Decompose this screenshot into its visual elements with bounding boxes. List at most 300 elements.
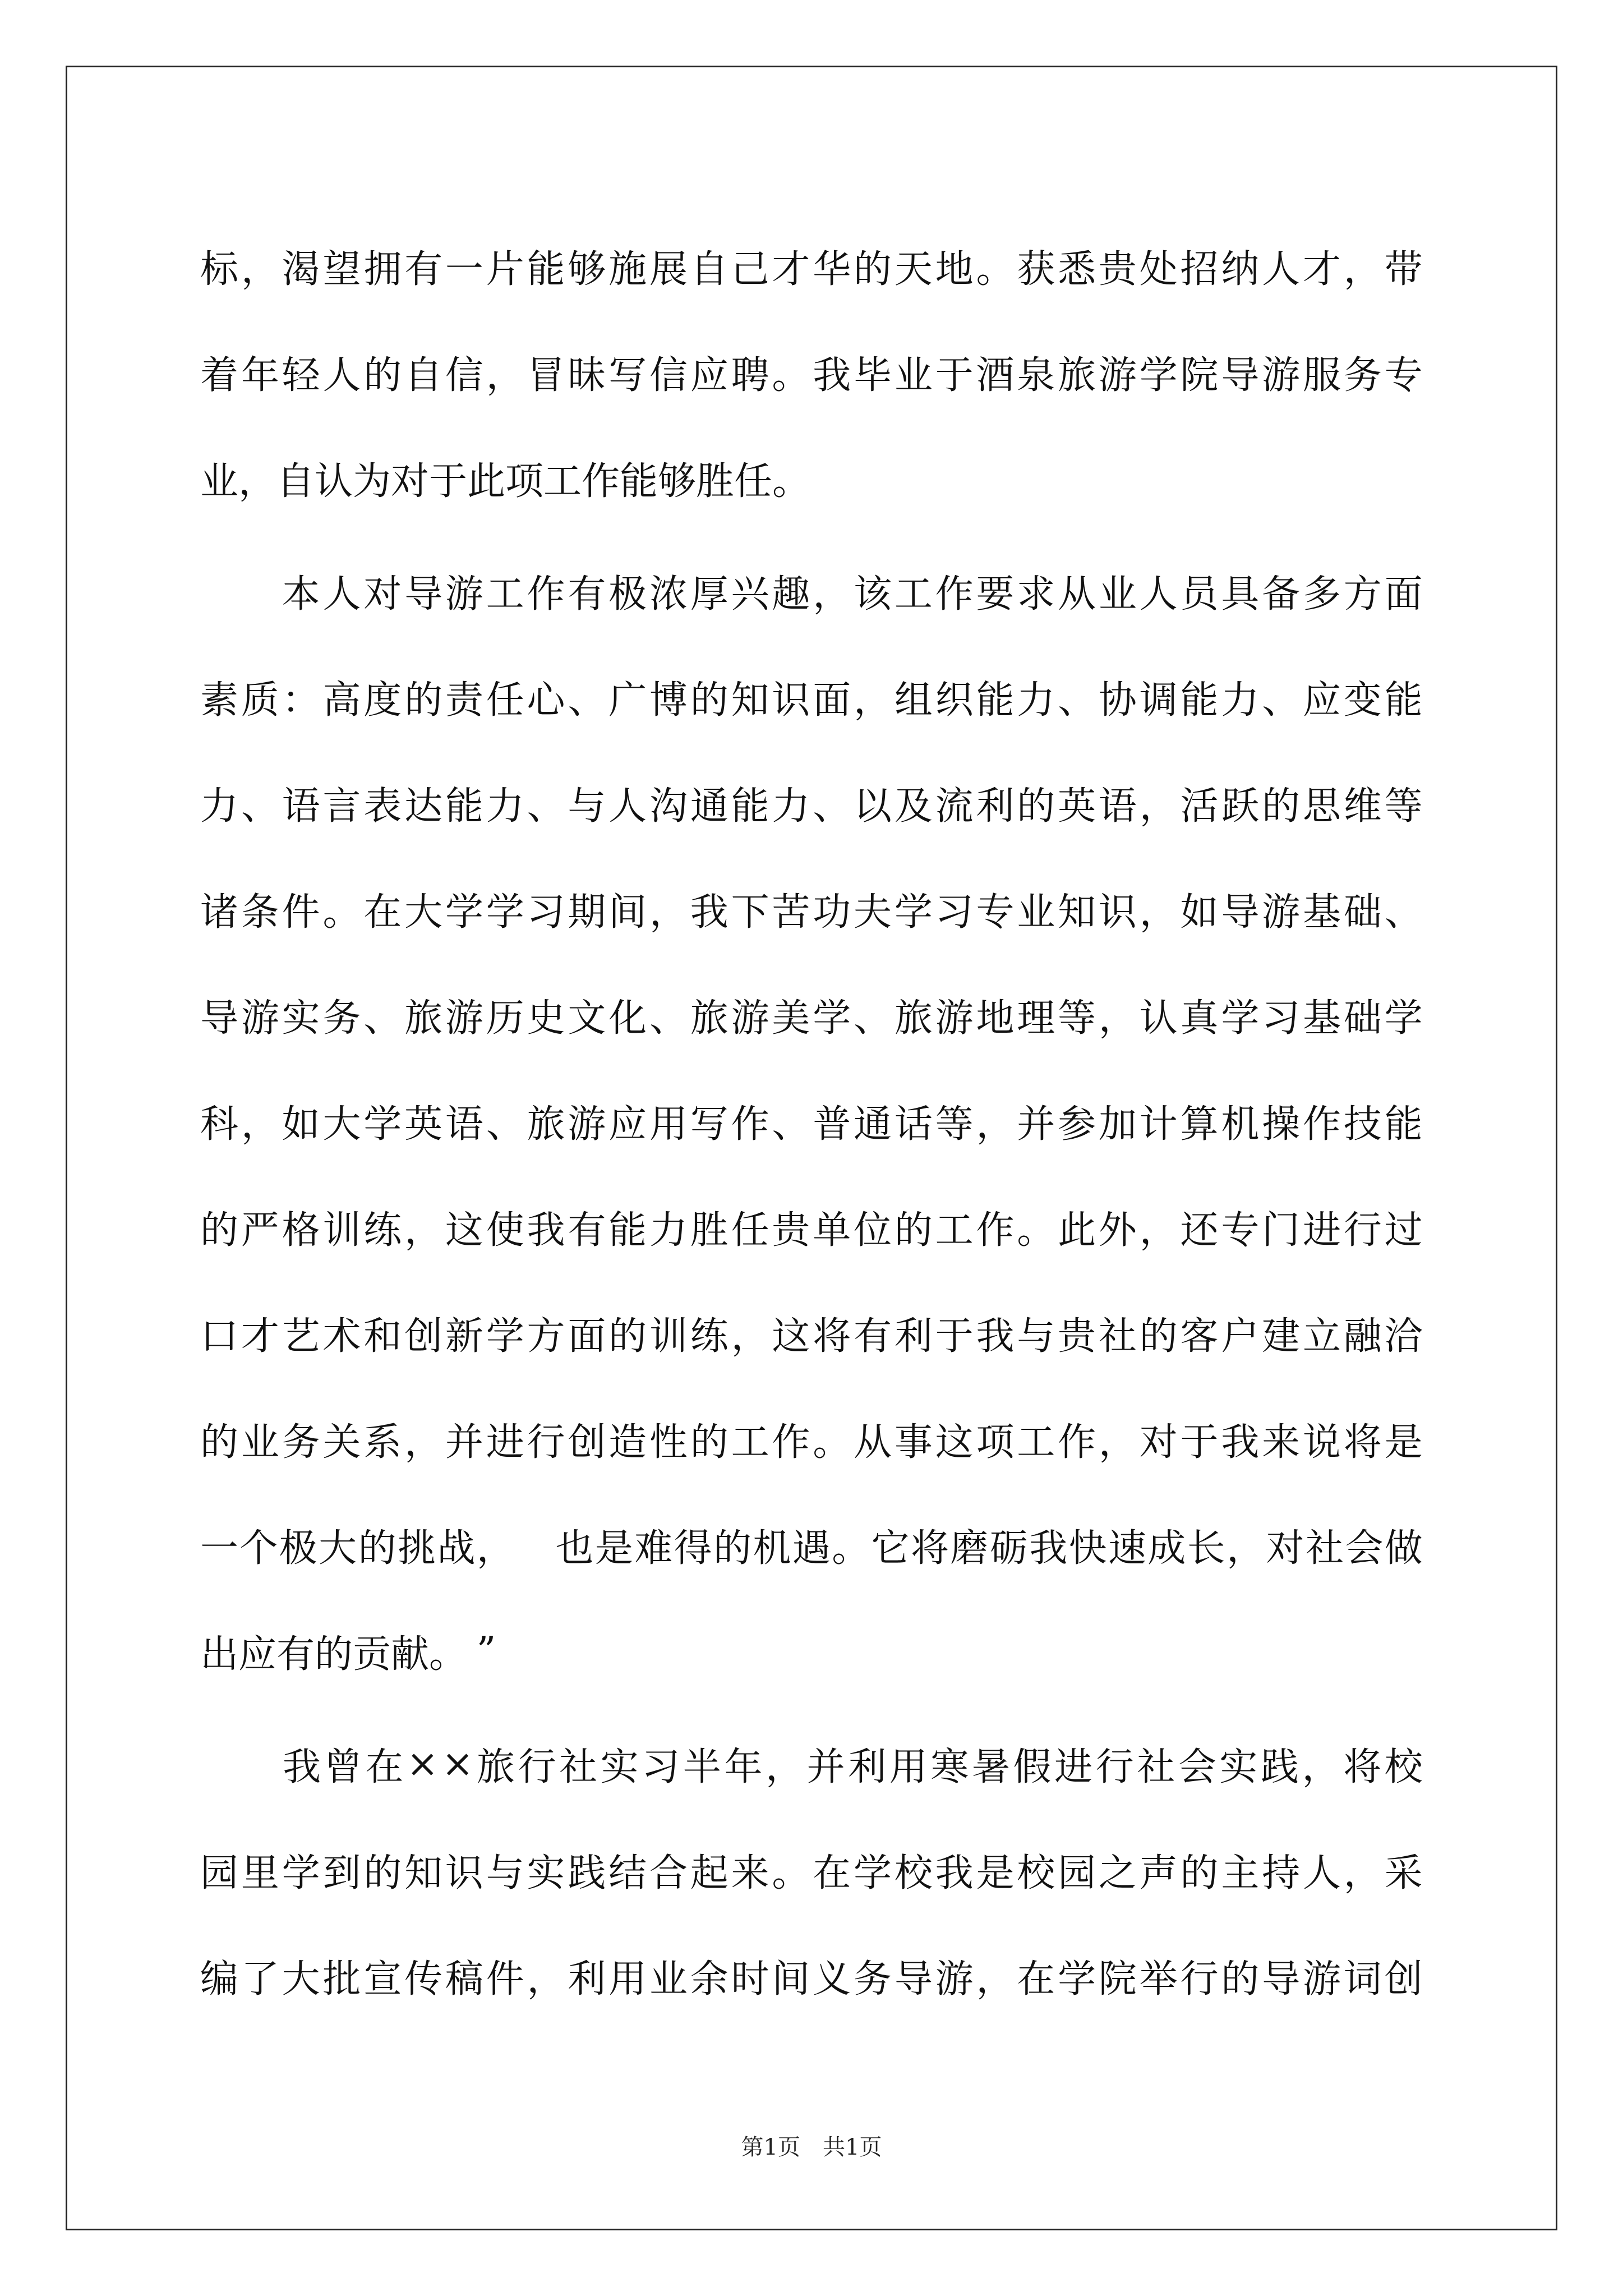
text-char: 服: [1302, 353, 1341, 398]
text-char: 大: [404, 890, 443, 935]
text-char: 将: [813, 1314, 851, 1359]
text-char: 系: [363, 1420, 402, 1465]
text-char: 实: [1219, 1745, 1258, 1789]
text-char: 业: [200, 459, 239, 504]
text-char: 创: [1384, 1957, 1423, 2001]
text-char: 业: [241, 1420, 279, 1465]
text-char: 术: [322, 1314, 361, 1359]
text-char: 练: [363, 1208, 402, 1253]
text-char: 利: [568, 1957, 606, 2001]
text-line: [200, 1711, 1423, 1817]
text-char: 性: [649, 1420, 688, 1465]
text-char: 洽: [1384, 1314, 1423, 1359]
text-char: ，: [649, 890, 688, 935]
text-char: ，: [976, 1102, 1015, 1147]
text-char: 用: [649, 1102, 688, 1147]
text-char: 园: [1058, 1851, 1096, 1895]
text-char: 结: [608, 1851, 647, 1895]
text-char: 个: [239, 1526, 278, 1571]
text-char: 工: [935, 1208, 974, 1253]
text-char: [241, 564, 279, 618]
text-char: 训: [649, 1314, 688, 1359]
text-char: 与: [486, 1851, 524, 1895]
text-char: 能: [445, 784, 483, 829]
text-char: 速: [1108, 1526, 1146, 1571]
text-char: 一: [200, 1526, 239, 1571]
text-char: 学: [486, 890, 524, 935]
text-char: 、: [649, 996, 688, 1041]
text-char: 招: [1180, 247, 1219, 292]
text-char: 标: [200, 247, 239, 292]
text-char: 立: [1302, 1314, 1341, 1359]
text-char: 业: [649, 1957, 688, 2001]
text-char: 行: [1180, 1957, 1219, 2001]
text-line: [200, 1598, 1423, 1704]
text-char: 过: [1384, 1208, 1423, 1253]
text-char: 游: [1262, 890, 1301, 935]
text-char: 单: [813, 1208, 851, 1253]
text-char: 聘: [731, 353, 769, 398]
text-char: 学: [363, 1102, 402, 1147]
text-char: 并: [1017, 1102, 1055, 1147]
text-char: 片: [486, 247, 524, 292]
text-char: ，: [1098, 996, 1137, 1041]
text-char: 表: [363, 784, 402, 829]
text-char: ”: [476, 1629, 496, 1673]
text-char: 轻: [282, 353, 320, 398]
text-char: 如: [282, 1102, 320, 1147]
text-char: 导: [894, 1957, 933, 2001]
text-char: 是: [594, 1526, 633, 1571]
text-char: 作: [527, 572, 565, 616]
text-char: 声: [1139, 1851, 1178, 1895]
text-char: 力: [200, 784, 239, 829]
text-char: 施: [608, 247, 647, 292]
text-char: 。: [429, 1632, 468, 1677]
text-char: 社: [1305, 1526, 1344, 1571]
text-char: 能: [976, 678, 1015, 723]
text-char: 举: [1139, 1957, 1178, 2001]
text-char: 砺: [989, 1526, 1028, 1571]
text-char: 兴: [731, 572, 769, 616]
text-line: [200, 213, 1423, 319]
text-char: 力: [1221, 678, 1260, 723]
text-char: 造: [608, 1420, 647, 1465]
text-char: 作: [582, 459, 620, 504]
text-char: 作: [976, 1208, 1015, 1253]
text-char: 英: [404, 1102, 443, 1147]
text-char: 变: [1343, 678, 1382, 723]
text-char: 成: [1147, 1526, 1186, 1571]
text-char: 词: [1343, 1957, 1382, 2001]
text-char: 知: [1058, 890, 1096, 935]
text-line: [200, 1492, 1423, 1598]
text-char: 游: [445, 996, 483, 1041]
text-char: 要: [976, 572, 1015, 616]
text-char: 我: [1029, 1526, 1068, 1571]
text-char: 机: [753, 1526, 791, 1571]
text-char: 和: [363, 1314, 402, 1359]
text-char: 语: [1098, 784, 1137, 829]
text-char: 人: [1262, 247, 1301, 292]
text-char: 的: [363, 353, 402, 398]
text-char: 通: [690, 784, 728, 829]
text-char: 力: [486, 784, 524, 829]
text-char: 操: [1262, 1102, 1301, 1147]
text-char: 获: [1017, 247, 1055, 292]
text-char: 贵: [772, 1208, 810, 1253]
text-char: 言: [322, 784, 361, 829]
text-char: 沟: [649, 784, 688, 829]
text-char: 的: [608, 1314, 647, 1359]
text-char: 以: [854, 784, 892, 829]
text-char: 社: [1137, 1745, 1175, 1789]
text-char: 与: [1017, 1314, 1055, 1359]
text-char: 得: [674, 1526, 712, 1571]
text-char: 苦: [772, 890, 810, 935]
text-char: 胜: [696, 459, 735, 504]
text-char: 学: [445, 890, 483, 935]
text-char: 游: [241, 996, 279, 1041]
text-char: 我: [283, 1745, 321, 1789]
text-char: 求: [1017, 572, 1055, 616]
text-char: ，: [813, 572, 851, 616]
text-char: 于: [935, 1314, 974, 1359]
text-char: 本: [282, 572, 320, 616]
text-char: 真: [1180, 996, 1219, 1041]
text-char: 备: [1262, 572, 1301, 616]
text-char: 能: [527, 247, 565, 292]
text-char: 算: [1180, 1102, 1219, 1147]
text-char: [200, 1737, 238, 1791]
text-char: 诸: [200, 890, 239, 935]
text-char: 望: [322, 247, 361, 292]
text-char: 编: [200, 1957, 239, 2001]
text-char: 将: [911, 1526, 949, 1571]
text-char: 心: [527, 678, 565, 723]
text-char: 昧: [568, 353, 606, 398]
text-char: 旅: [1058, 353, 1096, 398]
text-char: 时: [731, 1957, 769, 2001]
text-char: 条: [241, 890, 279, 935]
text-char: 的: [200, 1208, 239, 1253]
text-char: 功: [813, 890, 851, 935]
text-char: 余: [690, 1957, 728, 2001]
text-char: 、: [1384, 890, 1423, 935]
text-line: [200, 856, 1423, 962]
text-char: 务: [854, 1957, 892, 2001]
text-char: 学: [1384, 996, 1423, 1041]
text-char: 识: [445, 1851, 483, 1895]
text-char: 户: [1221, 1314, 1260, 1359]
text-char: 并: [806, 1745, 845, 1789]
text-char: 冒: [527, 353, 565, 398]
text-char: 在: [1017, 1957, 1055, 2001]
text-char: 该: [854, 572, 892, 616]
text-char: 并: [445, 1420, 483, 1465]
text-char: 的: [200, 1420, 239, 1465]
text-char: 习: [527, 890, 565, 935]
text-char: 、: [813, 784, 851, 829]
text-char: 此: [467, 459, 506, 504]
text-char: 一: [445, 247, 483, 292]
text-char: ，: [527, 1957, 565, 2001]
text-char: 质: [241, 678, 279, 723]
text-char: 利: [976, 784, 1015, 829]
text-char: 等: [1384, 784, 1423, 829]
text-char: 将: [1343, 1420, 1382, 1465]
text-char: 件: [486, 1957, 524, 2001]
text-line: [200, 962, 1423, 1068]
text-char: 的: [854, 247, 892, 292]
text-char: 于: [1180, 1420, 1219, 1465]
text-char: 泉: [1017, 353, 1055, 398]
text-char: 、: [363, 996, 402, 1041]
text-char: 、: [772, 1102, 810, 1147]
text-char: 的: [1139, 1314, 1178, 1359]
text-char: 客: [1180, 1314, 1219, 1359]
text-char: ，: [731, 1314, 769, 1359]
text-char: 到: [322, 1851, 361, 1895]
text-char: 起: [690, 1851, 728, 1895]
text-char: 应: [1302, 678, 1341, 723]
text-char: 来: [731, 1851, 769, 1895]
text-char: 游: [731, 996, 769, 1041]
text-char: 夫: [854, 890, 892, 935]
text-char: 普: [813, 1102, 851, 1147]
text-char: 能: [1384, 1102, 1423, 1147]
text-char: 宣: [363, 1957, 402, 2001]
text-char: 胜: [690, 1208, 728, 1253]
text-char: 业: [894, 353, 933, 398]
text-char: 遇: [792, 1526, 831, 1571]
text-char: 快: [1068, 1526, 1107, 1571]
text-char: 语: [445, 1102, 483, 1147]
text-char: 写: [608, 353, 647, 398]
text-char: 会: [1178, 1745, 1216, 1789]
text-char: 、: [486, 1102, 524, 1147]
text-char: 科: [200, 1102, 239, 1147]
text-char: 。: [976, 247, 1015, 292]
text-char: 从: [854, 1420, 892, 1465]
text-char: 战: [437, 1526, 476, 1571]
text-char: 践: [568, 1851, 606, 1895]
text-char: 作: [935, 572, 974, 616]
text-char: 有: [854, 1314, 892, 1359]
text-char: ，: [1139, 1208, 1178, 1253]
text-char: 学: [1058, 1957, 1096, 2001]
text-char: 义: [813, 1957, 851, 2001]
text-char: 对: [1266, 1526, 1304, 1571]
text-char: 从: [1058, 572, 1096, 616]
text-char: 度: [363, 678, 402, 723]
text-char: 的: [315, 1632, 353, 1677]
text-char: [242, 1737, 280, 1791]
text-char: 于: [429, 459, 468, 504]
text-char: 社: [1098, 1314, 1137, 1359]
text-char: 校: [1384, 1745, 1423, 1789]
text-char: 的: [358, 1526, 396, 1571]
text-char: ，: [1227, 1526, 1265, 1571]
text-char: 还: [1180, 1208, 1219, 1253]
text-char: 会: [1345, 1526, 1384, 1571]
text-char: 主: [1221, 1851, 1260, 1895]
text-char: ，: [241, 1102, 279, 1147]
text-char: 进: [1054, 1745, 1093, 1789]
text-char: ，: [1139, 784, 1178, 829]
text-char: 写: [690, 1102, 728, 1147]
text-char: 学: [894, 890, 933, 935]
text-char: 厚: [690, 572, 728, 616]
text-char: 我: [690, 890, 728, 935]
text-char: 学: [1221, 996, 1260, 1041]
text-char: 任: [734, 459, 773, 504]
text-char: 应: [238, 1632, 277, 1677]
text-char: 己: [731, 247, 769, 292]
text-char: 位: [854, 1208, 892, 1253]
text-char: 行: [518, 1745, 556, 1789]
text-char: [200, 564, 238, 618]
text-char: 应: [608, 1102, 647, 1147]
text-char: 门: [1262, 1208, 1301, 1253]
text-char: 游: [1098, 353, 1137, 398]
text-char: 信: [445, 353, 483, 398]
text-char: 的: [1180, 1851, 1219, 1895]
text-char: 带: [1384, 247, 1423, 292]
text-char: 础: [1343, 890, 1382, 935]
text-char: 利: [848, 1745, 887, 1789]
text-char: 史: [527, 996, 565, 1041]
text-char: 美: [772, 996, 810, 1041]
text-char: 语: [282, 784, 320, 829]
text-char: 院: [1098, 1957, 1137, 2001]
text-char: ，: [1302, 1745, 1340, 1789]
text-line: [200, 425, 1423, 531]
text-char: 半: [683, 1745, 721, 1789]
text-char: 用: [608, 1957, 647, 2001]
text-char: ，: [476, 1526, 515, 1571]
text-char: 实: [282, 996, 320, 1041]
text-char: 院: [1180, 353, 1219, 398]
text-char: 通: [854, 1102, 892, 1147]
text-char: 践: [1260, 1745, 1299, 1789]
text-char: 间: [608, 890, 647, 935]
text-char: 有: [276, 1632, 315, 1677]
text-char: 极: [279, 1526, 317, 1571]
text-char: 创: [568, 1420, 606, 1465]
text-char: 它: [871, 1526, 910, 1571]
text-char: 认: [1139, 996, 1178, 1041]
text-char: 游: [445, 572, 483, 616]
text-char: 础: [1343, 996, 1382, 1041]
text-char: ，: [1139, 890, 1178, 935]
text-line: [200, 1923, 1423, 2029]
text-char: 人: [1302, 1851, 1341, 1895]
text-char: 的: [363, 1851, 402, 1895]
text-line: [200, 1386, 1423, 1492]
text-char: 大: [322, 1102, 361, 1147]
text-char: ×: [441, 1742, 474, 1786]
text-char: 关: [322, 1420, 361, 1465]
text-char: 的: [690, 1420, 728, 1465]
text-char: 。: [813, 1420, 851, 1465]
text-char: 是: [976, 1851, 1015, 1895]
text-char: 酒: [976, 353, 1015, 398]
text-char: 业: [1098, 572, 1137, 616]
text-char: 识: [772, 678, 810, 723]
text-char: 。: [322, 890, 361, 935]
text-char: 着: [200, 353, 239, 398]
text-char: 工: [486, 572, 524, 616]
text-char: 社: [559, 1745, 598, 1789]
text-char: ，: [854, 678, 892, 723]
text-char: 跃: [1221, 784, 1260, 829]
text-char: 及: [894, 784, 933, 829]
text-char: 力: [1017, 678, 1055, 723]
text-char: 旅: [690, 996, 728, 1041]
text-char: 历: [486, 996, 524, 1041]
text-char: ，: [241, 247, 279, 292]
text-char: ，: [404, 1208, 443, 1253]
text-char: 才: [1302, 247, 1341, 292]
text-char: 对: [1139, 1420, 1178, 1465]
text-char: 持: [1262, 1851, 1301, 1895]
text-char: 新: [445, 1314, 483, 1359]
text-line: [200, 1280, 1423, 1386]
text-char: 人: [1139, 572, 1178, 616]
text-char: 习: [935, 890, 974, 935]
text-char: 多: [1302, 572, 1341, 616]
text-char: 项: [976, 1420, 1015, 1465]
text-char: 理: [1017, 996, 1055, 1041]
text-char: 人: [322, 353, 361, 398]
text-char: 合: [649, 1851, 688, 1895]
text-char: 力: [649, 1208, 688, 1253]
text-char: 用: [889, 1745, 928, 1789]
text-char: 学: [486, 1314, 524, 1359]
text-char: 。: [772, 1851, 810, 1895]
text-char: 活: [1180, 784, 1219, 829]
page-footer: 第1页 共1页: [741, 2134, 882, 2160]
text-char: 的: [1262, 784, 1301, 829]
text-char: 人: [608, 784, 647, 829]
text-char: 在: [363, 890, 402, 935]
text-char: 。: [832, 1526, 870, 1571]
text-char: 人: [322, 572, 361, 616]
text-char: 导: [1221, 890, 1260, 935]
text-char: 我: [976, 1314, 1015, 1359]
text-char: 艺: [282, 1314, 320, 1359]
text-char: 项: [505, 459, 544, 504]
text-char: 里: [241, 1851, 279, 1895]
text-char: 此: [1058, 1208, 1096, 1253]
text-char: 博: [649, 678, 688, 723]
text-char: 长: [1187, 1526, 1225, 1571]
text-char: ，: [238, 459, 277, 504]
text-char: 挑: [397, 1526, 436, 1571]
text-char: [516, 1518, 554, 1572]
text-char: ，: [1343, 247, 1382, 292]
text-char: 年: [724, 1745, 763, 1789]
text-char: 纳: [1221, 247, 1260, 292]
text-char: 在: [813, 1851, 851, 1895]
text-char: 传: [404, 1957, 443, 2001]
text-char: 是: [1384, 1420, 1423, 1465]
text-char: 将: [1343, 1745, 1382, 1789]
text-char: 任: [731, 1208, 769, 1253]
text-char: 批: [322, 1957, 361, 2001]
text-char: 旅: [476, 1745, 515, 1789]
